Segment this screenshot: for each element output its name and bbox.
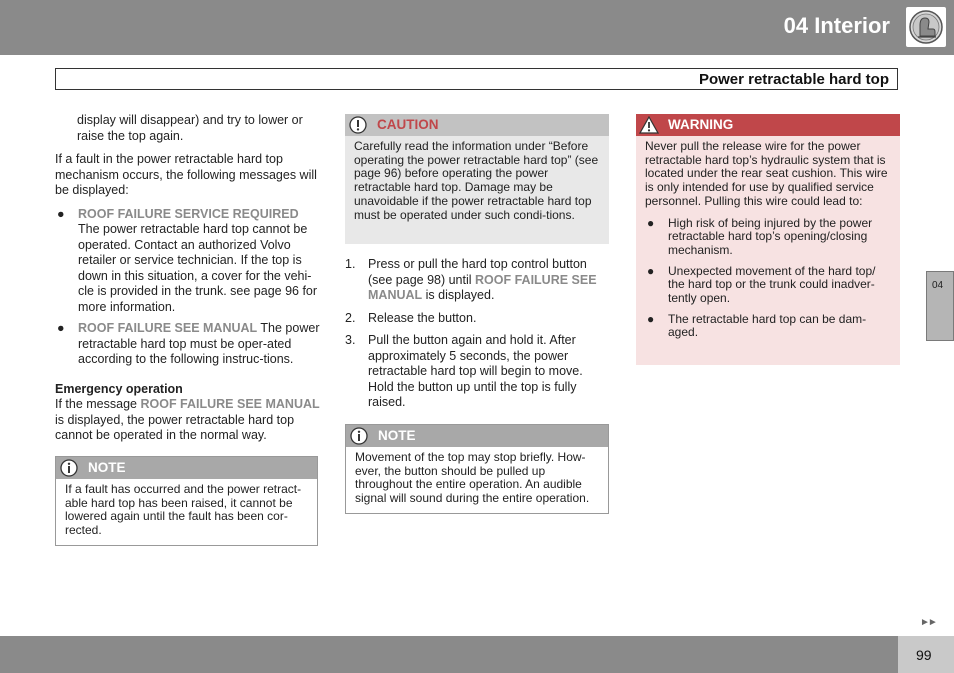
steps-list	[345, 257, 609, 418]
exclamation-icon	[348, 116, 368, 134]
chapter-side-tab[interactable]	[926, 271, 954, 341]
message-code: ROOF FAILURE SEE MANUAL	[140, 397, 320, 411]
bullet-icon: ●	[57, 206, 65, 221]
message-code: ROOF FAILURE SEE MANUAL	[368, 272, 597, 302]
note-text: If a fault has occurred and the power retract-able hard top has been raised, it cannot be lowered again until the fault has been cor-rected.	[65, 482, 302, 538]
seat-icon	[906, 7, 946, 47]
warning-box	[636, 114, 900, 365]
caution-box	[345, 114, 609, 244]
emergency-heading: Emergency operation	[55, 381, 183, 396]
side-tab-label: 04	[932, 280, 944, 291]
page-number: 99	[916, 647, 932, 663]
section-title-box	[55, 68, 898, 90]
bullet-text: The power retractable hard top cannot be operated. Contact an authorized Volvo retailer or service technician. If the top is down in this situation, a cover for the vehi-cle is provided in the trunk. see page 96 for more information.	[78, 222, 318, 314]
note-text: Movement of the top may stop briefly. How-ever, the button should be pulled up throughout the entire operation. An audible signal will sound during the entire operation.	[355, 450, 590, 506]
list-item	[55, 207, 320, 316]
note-header	[346, 425, 608, 447]
note-label: NOTE	[88, 460, 126, 475]
note-label: NOTE	[378, 428, 416, 443]
warning-body	[636, 136, 900, 352]
note-header	[56, 457, 317, 479]
caution-header	[345, 114, 609, 136]
info-icon	[349, 427, 369, 445]
header-bar	[0, 0, 954, 55]
page-number-box	[898, 636, 954, 673]
note-box	[345, 424, 609, 514]
bullet-icon: ●	[647, 215, 655, 230]
warning-header	[636, 114, 900, 136]
emergency-text: If the message ROOF FAILURE SEE MANUAL is displayed, the power retractable hard top cannot be operated in the normal way.	[55, 397, 320, 442]
bullet-text: The power retractable hard top must be oper-ated according to the following instruc-tions.	[78, 321, 320, 366]
message-code: ROOF FAILURE SEE MANUAL	[78, 321, 258, 335]
warning-label: WARNING	[668, 117, 734, 132]
list-item: 1. Press or pull the hard top control button (see page 98) until ROOF FAILURE SEE MANUAL is displayed.	[345, 257, 597, 302]
bullet-icon: ●	[647, 263, 655, 278]
column-1	[55, 113, 320, 452]
list-item: 3. Pull the button again and hold it. After approximately 5 seconds, the power retractable hard top will begin to move. Hold the button up until the top is fully raised.	[345, 333, 583, 409]
caution-text: Carefully read the information under “Before operating the power retractable hard top” (see page 96) before operating the power retractable hard top. Damage may be unavoidable if the power retractable hard top must be operated under such condi-tions.	[354, 139, 599, 222]
chapter-title: 04 Interior	[783, 13, 890, 38]
next-page-arrows-icon[interactable]: ►►	[920, 617, 936, 628]
list-item: ● High risk of being injured by the power retractable hard top’s opening/closing mechanism.	[647, 215, 873, 257]
section-title: Power retractable hard top	[698, 71, 889, 88]
fault-intro: If a fault in the power retractable hard top mechanism occurs, the following messages will be displayed:	[55, 152, 317, 197]
info-icon	[59, 459, 79, 477]
list-item	[55, 321, 320, 368]
warning-text: Never pull the release wire for the power retractable hard top’s hydraulic system that is located under the rear seat cushion. This wire is only intended for use by qualified service personnel. Pulling this wire could lead to:	[645, 139, 888, 208]
intro-continuation: display will disappear) and try to lower or raise the top again.	[77, 113, 303, 143]
caution-label: CAUTION	[377, 117, 439, 132]
list-item: ● Unexpected movement of the hard top/ the hard top or the trunk could inadver-tently open.	[647, 263, 876, 306]
bullet-icon: ●	[57, 321, 65, 335]
message-code: ROOF FAILURE SERVICE REQUIRED	[78, 206, 299, 221]
bullet-icon: ●	[647, 311, 655, 326]
note-box	[55, 456, 318, 546]
warning-triangle-icon	[639, 116, 659, 134]
footer-bar	[0, 636, 954, 673]
list-item: ● The retractable hard top can be dam-aged.	[647, 311, 867, 340]
list-item: 2. Release the button.	[345, 310, 477, 325]
